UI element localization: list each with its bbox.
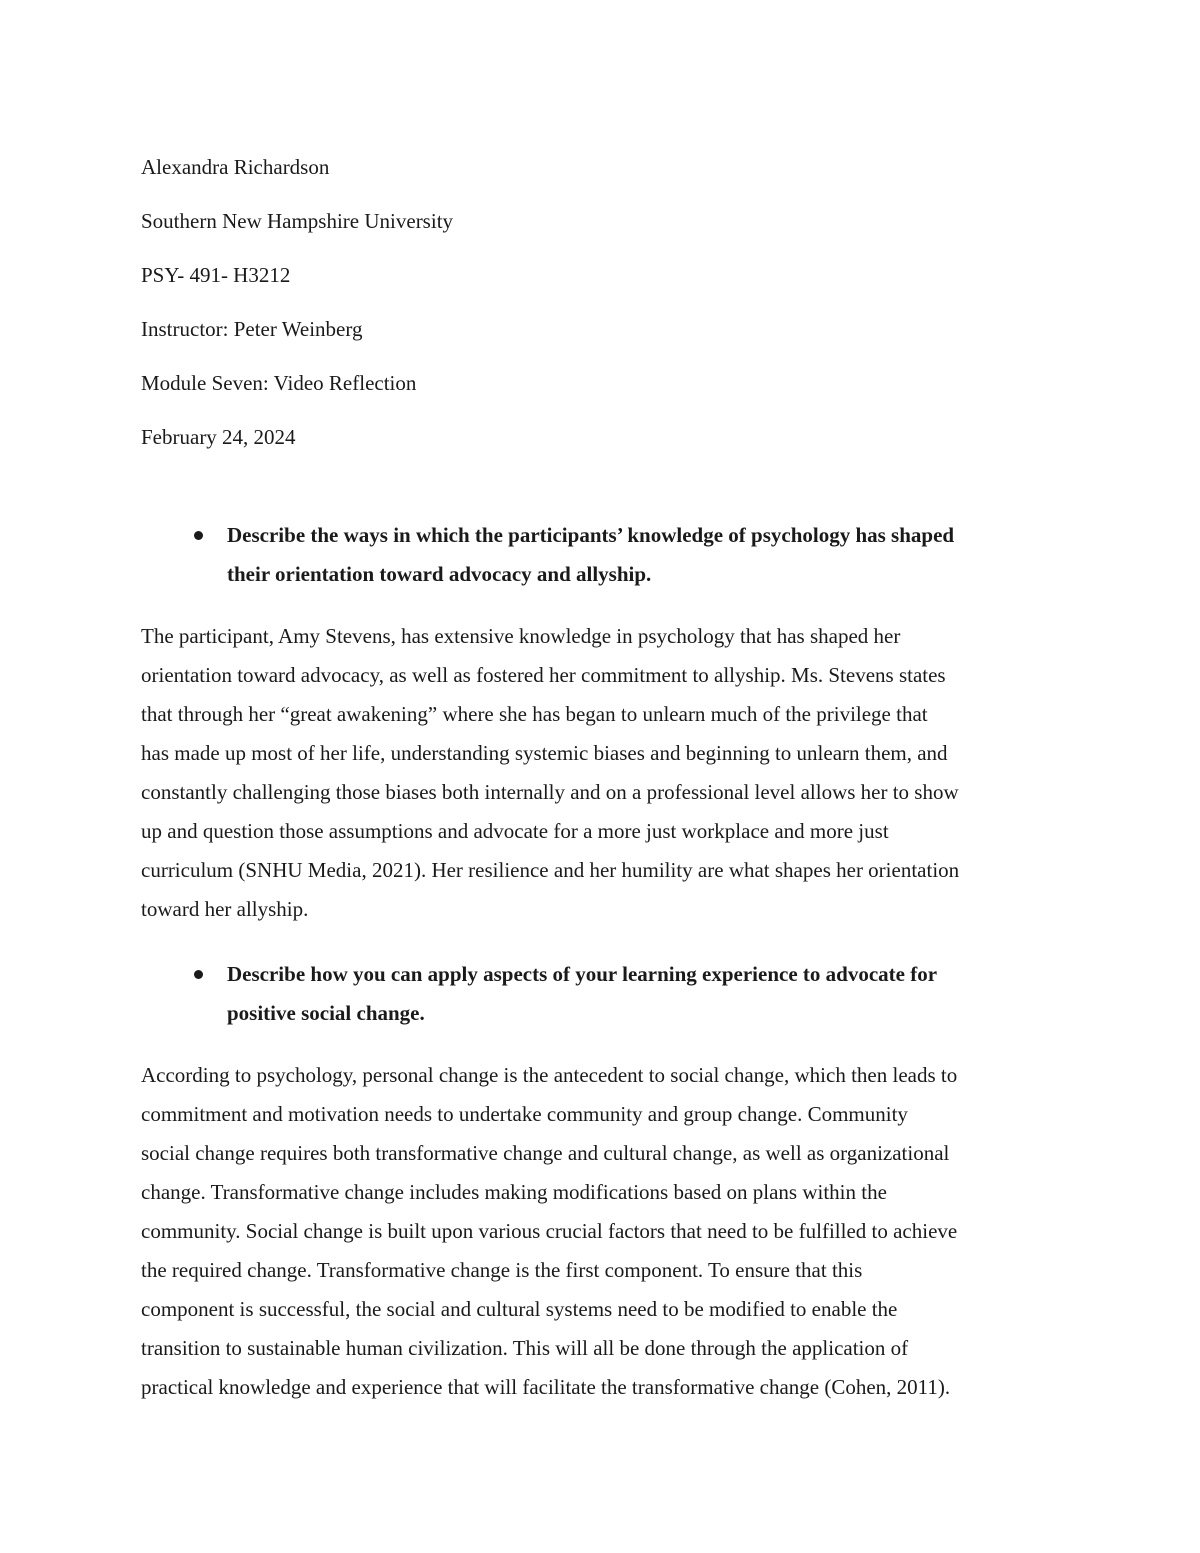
answer-1-line: that through her “great awakening” where she has began to unlearn much of the privilege that xyxy=(141,702,928,726)
assignment-title: Module Seven: Video Reflection xyxy=(141,371,417,395)
answer-1-line: constantly challenging those biases both internally and on a professional level allows her to show xyxy=(141,780,959,804)
answer-1-line: The participant, Amy Stevens, has extensive knowledge in psychology that has shaped her xyxy=(141,624,901,648)
submission-date: February 24, 2024 xyxy=(141,425,296,449)
answer-1-line: curriculum (SNHU Media, 2021). Her resilience and her humility are what shapes her orientation xyxy=(141,858,960,882)
answer-2-line: component is successful, the social and cultural systems need to be modified to enable the xyxy=(141,1297,898,1321)
answer-2-line: social change requires both transformative change and cultural change, as well as organizational xyxy=(141,1141,950,1165)
bullet-icon xyxy=(194,531,203,540)
instructor-name: Instructor: Peter Weinberg xyxy=(141,317,363,341)
answer-2-line: transition to sustainable human civilization. This will all be done through the application of xyxy=(141,1336,909,1360)
answer-2 xyxy=(141,1056,1061,1407)
answer-1-line: has made up most of her life, understanding systemic biases and beginning to unlearn them, and xyxy=(141,741,948,765)
answer-2-line: the required change. Transformative change is the first component. To ensure that this xyxy=(141,1258,863,1282)
question-1-line: their orientation toward advocacy and allyship. xyxy=(227,562,652,586)
question-2-line: positive social change. xyxy=(227,1001,425,1025)
question-1 xyxy=(188,516,1068,594)
answer-1-line: orientation toward advocacy, as well as fostered her commitment to allyship. Ms. Stevens states xyxy=(141,663,946,687)
question-1-line: Describe the ways in which the participants’ knowledge of psychology has shaped xyxy=(227,523,955,547)
question-2 xyxy=(188,955,1068,1033)
university-name: Southern New Hampshire University xyxy=(141,209,454,233)
bullet-icon xyxy=(194,970,203,979)
title-block xyxy=(141,140,1061,464)
course-code: PSY- 491- H3212 xyxy=(141,263,291,287)
answer-2-line: change. Transformative change includes making modifications based on plans within the xyxy=(141,1180,887,1204)
question-1-text xyxy=(227,516,1068,594)
author-name: Alexandra Richardson xyxy=(141,155,330,179)
answer-1-line: up and question those assumptions and advocate for a more just workplace and more just xyxy=(141,819,889,843)
question-2-line: Describe how you can apply aspects of your learning experience to advocate for xyxy=(227,962,938,986)
question-2-text xyxy=(227,955,1068,1033)
answer-2-line: commitment and motivation needs to undertake community and group change. Community xyxy=(141,1102,908,1126)
answer-2-line: According to psychology, personal change is the antecedent to social change, which then leads to xyxy=(141,1063,958,1087)
answer-1 xyxy=(141,617,1061,929)
answer-1-line: toward her allyship. xyxy=(141,897,309,921)
answer-2-line: practical knowledge and experience that will facilitate the transformative change (Cohen, 2011). xyxy=(141,1375,951,1399)
answer-2-line: community. Social change is built upon various crucial factors that need to be fulfilled to achieve xyxy=(141,1219,958,1243)
